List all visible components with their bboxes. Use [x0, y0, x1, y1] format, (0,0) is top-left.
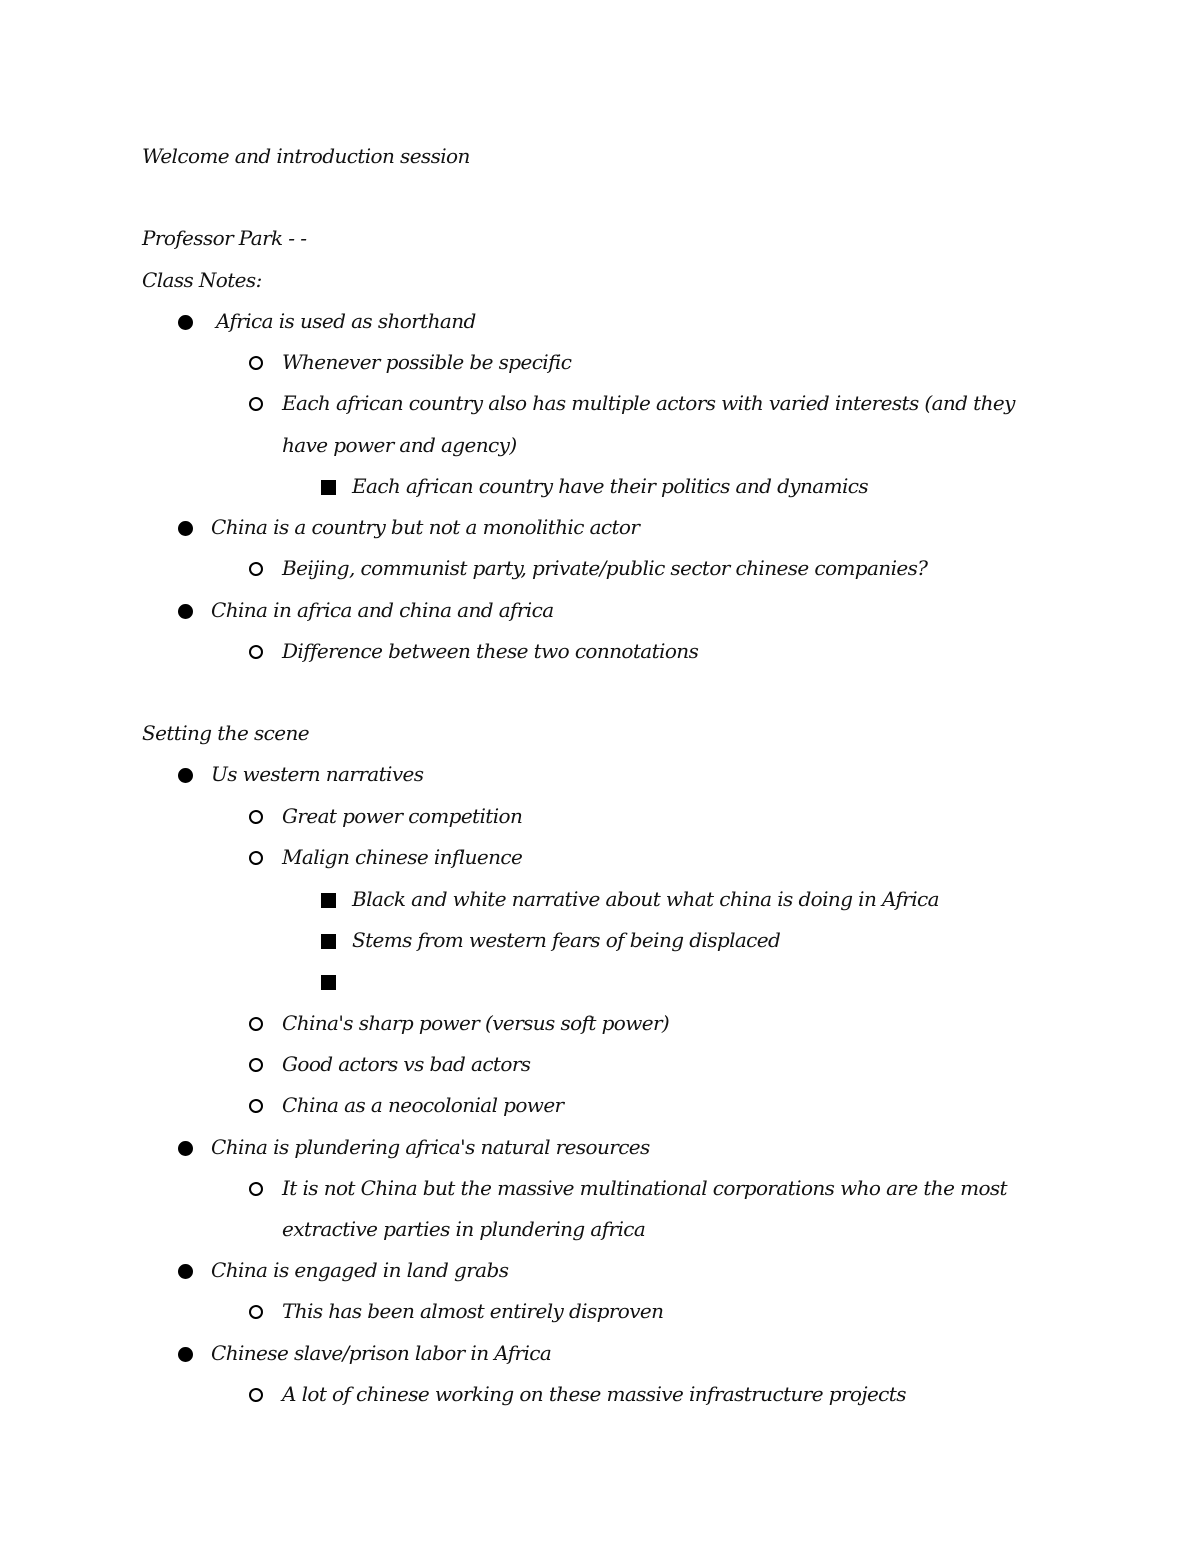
hollow-bullet-icon	[249, 562, 263, 576]
list-item: China is plundering africa's natural resources	[211, 1135, 650, 1159]
list-item: Black and white narrative about what china is doing in Africa	[352, 887, 939, 911]
list-item: A lot of chinese working on these massive infrastructure projects	[282, 1382, 906, 1406]
class-notes-label: Class Notes:	[142, 268, 262, 292]
list-item: Each african country have their politics and dynamics	[352, 474, 869, 498]
filled-bullet-icon	[178, 1141, 193, 1156]
page-title: Welcome and introduction session	[142, 144, 470, 168]
list-item: Malign chinese influence	[282, 845, 523, 869]
hollow-bullet-icon	[249, 1305, 263, 1319]
list-item: Difference between these two connotations	[282, 639, 699, 663]
list-item: Beijing, communist party, private/public sector chinese companies?	[282, 556, 928, 580]
filled-bullet-icon	[178, 768, 193, 783]
list-item: This has been almost entirely disproven	[282, 1299, 664, 1323]
filled-bullet-icon	[178, 604, 193, 619]
list-item-continuation: extractive parties in plundering africa	[282, 1217, 646, 1241]
filled-bullet-icon	[178, 315, 193, 330]
hollow-bullet-icon	[249, 1388, 263, 1402]
hollow-bullet-icon	[249, 810, 263, 824]
list-item: Whenever possible be specific	[282, 350, 572, 374]
filled-bullet-icon	[178, 521, 193, 536]
list-item-continuation: have power and agency)	[282, 433, 517, 457]
list-item: China's sharp power (versus soft power)	[282, 1011, 670, 1035]
square-bullet-icon	[321, 480, 336, 495]
hollow-bullet-icon	[249, 1058, 263, 1072]
list-item: It is not China but the massive multinational corporations who are the most	[282, 1176, 1007, 1200]
hollow-bullet-icon	[249, 1017, 263, 1031]
list-item: China as a neocolonial power	[282, 1093, 564, 1117]
hollow-bullet-icon	[249, 397, 263, 411]
hollow-bullet-icon	[249, 1182, 263, 1196]
list-item: Good actors vs bad actors	[282, 1052, 531, 1076]
list-item: Great power competition	[282, 804, 523, 828]
square-bullet-icon	[321, 893, 336, 908]
list-item: China is a country but not a monolithic actor	[211, 515, 640, 539]
hollow-bullet-icon	[249, 1099, 263, 1113]
list-item: Each african country also has multiple actors with varied interests (and they	[282, 391, 1015, 415]
filled-bullet-icon	[178, 1264, 193, 1279]
square-bullet-icon	[321, 934, 336, 949]
list-item: Us western narratives	[211, 762, 424, 786]
square-bullet-icon	[321, 975, 336, 990]
list-item: Africa is used as shorthand	[216, 309, 476, 333]
hollow-bullet-icon	[249, 851, 263, 865]
section-heading: Setting the scene	[142, 721, 309, 745]
list-item: China in africa and china and africa	[211, 598, 554, 622]
list-item: China is engaged in land grabs	[211, 1258, 509, 1282]
professor-line: Professor Park - -	[142, 226, 307, 250]
list-item: Stems from western fears of being displaced	[352, 928, 781, 952]
list-item: Chinese slave/prison labor in Africa	[211, 1341, 552, 1365]
hollow-bullet-icon	[249, 356, 263, 370]
filled-bullet-icon	[178, 1347, 193, 1362]
hollow-bullet-icon	[249, 645, 263, 659]
